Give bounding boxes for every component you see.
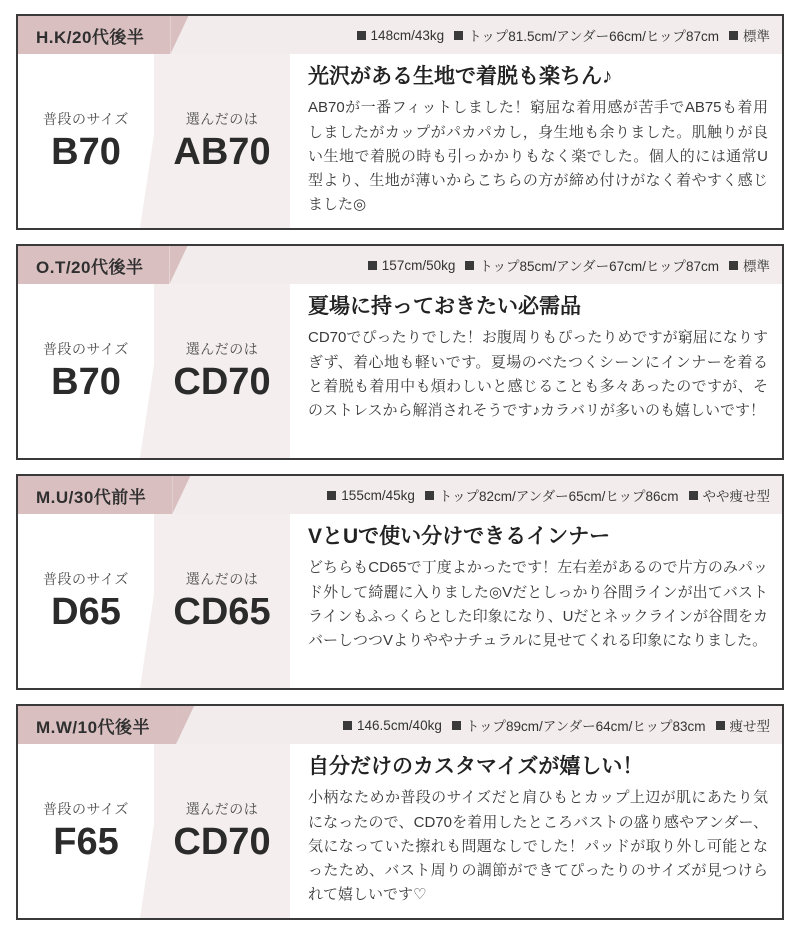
usual-size-box [18, 744, 154, 918]
review-comment: どちらもCD65で丁度よかったです！左右差があるので片方のみパッド外して綺麗に入りました◎Vだとしっかり谷間ラインが出てバストラインもふっくらとした印象になり、Uだとネックラインが谷間をカバーしつつVよりややナチュラルに見せてくれる印象になりました。 [308, 559, 768, 650]
review-text [290, 744, 782, 918]
review-title: 夏場に持っておきたい必需品 [308, 295, 581, 318]
spec-item [716, 715, 771, 735]
size-panel [18, 284, 290, 458]
reviewer-specs [176, 706, 782, 744]
square-bullet-icon [454, 31, 463, 40]
spec-item [454, 25, 719, 45]
chosen-size-value: AB70 [173, 131, 271, 174]
square-bullet-icon [689, 491, 698, 500]
spec-text: 標準 [743, 259, 770, 274]
spec-text: 146.5cm/40kg [357, 717, 442, 733]
chosen-size-box [154, 54, 290, 228]
spec-item [343, 718, 442, 733]
usual-size-box [18, 54, 154, 228]
spec-item [465, 255, 719, 275]
square-bullet-icon [357, 31, 366, 40]
spec-text: やや痩せ型 [702, 489, 770, 504]
chosen-size-label: 選んだのは [185, 801, 259, 818]
review-comment: CD70でぴったりでした！お腹周りもぴったりめですが窮屈になりすぎず、着心地も軽いです。夏場のべたつくシーンにインナーを着ると着脱も着用中も煩わしいと感じることも多々あったのですが、そのストレスから解消されそうです♪カラバリが多いのも嬉しいです！ [308, 329, 768, 420]
reviewer-name: M.W/10代後半 [18, 706, 176, 744]
review-body [18, 514, 782, 688]
review-title: 自分だけのカスタマイズが嬉しい！ [308, 755, 644, 778]
review-body [18, 744, 782, 918]
chosen-size-label: 選んだのは [185, 111, 259, 128]
spec-text: 148cm/43kg [370, 27, 445, 43]
usual-size-value: B70 [51, 361, 121, 404]
review-card [16, 474, 784, 690]
reviewer-specs [172, 476, 782, 514]
spec-item [729, 255, 770, 275]
spec-text: トップ85cm/アンダー67cm/ヒップ87cm [479, 259, 719, 274]
spec-text: 155cm/45kg [341, 487, 415, 503]
spec-text: トップ89cm/アンダー64cm/ヒップ83cm [465, 719, 706, 734]
spec-text: 標準 [743, 29, 770, 44]
chosen-size-label: 選んだのは [185, 571, 259, 588]
chosen-size-box [154, 514, 290, 688]
review-text [290, 54, 782, 228]
spec-text: 157cm/50kg [381, 257, 456, 273]
reviewer-name: O.T/20代後半 [18, 246, 169, 284]
usual-size-label: 普段のサイズ [43, 571, 129, 588]
review-header [18, 476, 782, 514]
usual-size-value: D65 [51, 591, 121, 634]
review-card [16, 14, 784, 230]
usual-size-value: F65 [53, 821, 119, 864]
reviewer-name: H.K/20代後半 [18, 16, 170, 54]
usual-size-label: 普段のサイズ [43, 111, 129, 128]
chosen-size-value: CD70 [173, 821, 271, 864]
chosen-size-label: 選んだのは [185, 341, 259, 358]
review-body [18, 284, 782, 458]
spec-item [357, 28, 445, 43]
reviewer-specs [170, 16, 782, 54]
review-body [18, 54, 782, 228]
square-bullet-icon [425, 491, 434, 500]
review-card [16, 704, 784, 920]
spec-item [425, 485, 679, 505]
chosen-size-value: CD70 [173, 361, 271, 404]
square-bullet-icon [716, 721, 725, 730]
spec-text: トップ81.5cm/アンダー66cm/ヒップ87cm [468, 29, 719, 44]
square-bullet-icon [729, 31, 738, 40]
usual-size-box [18, 514, 154, 688]
chosen-size-box [154, 284, 290, 458]
size-panel [18, 514, 290, 688]
review-text [290, 514, 782, 688]
spec-item [327, 488, 415, 503]
spec-item [368, 258, 456, 273]
spec-item [452, 715, 706, 735]
chosen-size-value: CD65 [173, 591, 271, 634]
usual-size-label: 普段のサイズ [43, 341, 129, 358]
square-bullet-icon [327, 491, 336, 500]
review-comment: 小柄なためか普段のサイズだと肩ひもとカップ上辺が肌にあたり気になったので、CD70を着用したところバストの盛り感やアンダー、気になっていた擦れも問題なしでした！パッドが取り外し可能となったため、バスト周りの調節ができてぴったりのサイズが見つけられて嬉しいです♡ [308, 789, 768, 904]
spec-item [689, 485, 771, 505]
size-panel [18, 54, 290, 228]
spec-text: トップ82cm/アンダー65cm/ヒップ86cm [438, 489, 679, 504]
square-bullet-icon [343, 721, 352, 730]
review-header [18, 16, 782, 54]
usual-size-box [18, 284, 154, 458]
square-bullet-icon [729, 261, 738, 270]
reviewer-specs [169, 246, 782, 284]
review-card [16, 244, 784, 460]
square-bullet-icon [452, 721, 461, 730]
size-panel [18, 744, 290, 918]
usual-size-label: 普段のサイズ [43, 801, 129, 818]
review-text [290, 284, 782, 458]
usual-size-value: B70 [51, 131, 121, 174]
review-header [18, 246, 782, 284]
spec-text: 痩せ型 [729, 719, 770, 734]
spec-item [729, 25, 770, 45]
square-bullet-icon [368, 261, 377, 270]
review-title: VとUで使い分けできるインナー [308, 525, 611, 548]
reviewer-name: M.U/30代前半 [18, 476, 172, 514]
review-header [18, 706, 782, 744]
review-comment: AB70が一番フィットしました！窮屈な着用感が苦手でAB75も着用しましたがカップがパカパカし，身生地も余りました。肌触りが良い生地で着脱の時も引っかかりもなく楽でした。個人的には通常U型より、生地が薄いからこちらの方が締め付けがなく着やすく感じました◎ [308, 99, 768, 214]
review-title: 光沢がある生地で着脱も楽ちん♪ [308, 65, 613, 88]
square-bullet-icon [465, 261, 474, 270]
chosen-size-box [154, 744, 290, 918]
